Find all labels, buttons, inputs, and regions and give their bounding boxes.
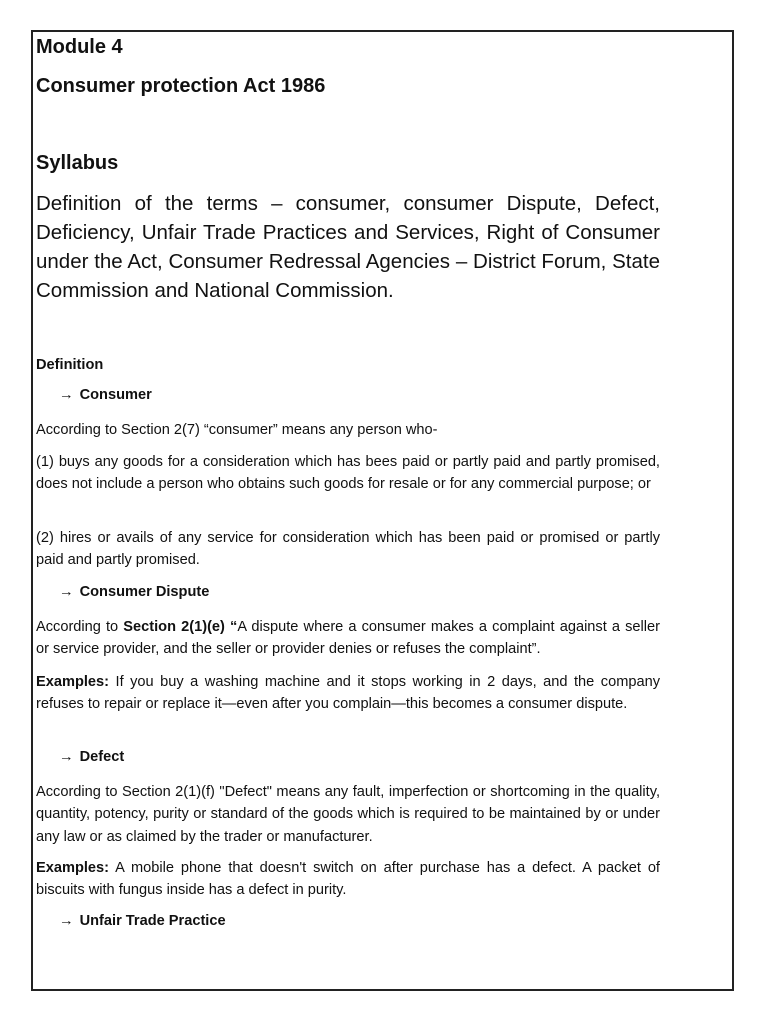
arrow-icon: → — [59, 913, 74, 929]
consumer-point-2: (2) hires or avails of any service for consideration which has been paid or promised or partly paid and partly promised. — [36, 530, 660, 569]
arrow-icon: → — [59, 749, 74, 765]
unfair-trade-title: Unfair Trade Practice — [79, 913, 226, 929]
unfair-trade-heading — [59, 913, 226, 929]
consumer-intro: According to Section 2(7) “consumer” means any person who- — [36, 422, 438, 438]
defect-examples — [36, 857, 660, 902]
module-title: Module 4 — [36, 36, 123, 58]
consumer-title: Consumer — [79, 387, 152, 403]
defect-definition: According to Section 2(1)(f) "Defect" means any fault, imperfection or shortcoming in the quality, quantity, potency, purity or standard of the goods which is required to be maintained by or under any law or as claimed by the trader or manufacturer. — [36, 784, 660, 845]
examples-text: If you buy a washing machine and it stops working in 2 days, and the company refuses to repair or replace it—even after you complain—this becomes a consumer dispute. — [36, 674, 660, 713]
definition-heading: Definition — [36, 357, 104, 373]
act-title: Consumer protection Act 1986 — [36, 75, 326, 97]
syllabus-heading: Syllabus — [36, 152, 119, 174]
consumer-point-1: (1) buys any goods for a consideration which has bees paid or partly paid and partly promised, does not include a person who obtains such goods for resale or for any commercial purpose; or — [36, 454, 660, 493]
examples-label: Examples: — [36, 860, 110, 876]
examples-label: Examples: — [36, 674, 110, 690]
consumer-dispute-heading — [59, 584, 209, 600]
consumer-dispute-title: Consumer Dispute — [79, 584, 210, 600]
section-reference: Section 2(1)(e) “ — [123, 619, 238, 635]
definition-prefix: According to — [36, 619, 124, 635]
arrow-icon: → — [59, 387, 74, 403]
consumer-dispute-examples — [36, 671, 660, 716]
definition-text: A dispute where a consumer makes a complaint against a seller or service provider, and the seller or provider denies or refuses the complaint”. — [36, 619, 660, 658]
examples-text: A mobile phone that doesn't switch on after purchase has a defect. A packet of biscuits with fungus inside has a defect in purity. — [36, 860, 660, 899]
syllabus-text: Definition of the terms – consumer, consumer Dispute, Defect, Deficiency, Unfair Trade Practices and Services, Right of Consumer under the Act, Consumer Redressal Agencies – District Forum, State Commission and National Commission. — [36, 192, 660, 302]
consumer-dispute-definition — [36, 616, 660, 661]
consumer-heading — [59, 387, 152, 403]
defect-title: Defect — [79, 749, 125, 765]
defect-heading — [59, 749, 124, 765]
arrow-icon: → — [59, 584, 74, 600]
